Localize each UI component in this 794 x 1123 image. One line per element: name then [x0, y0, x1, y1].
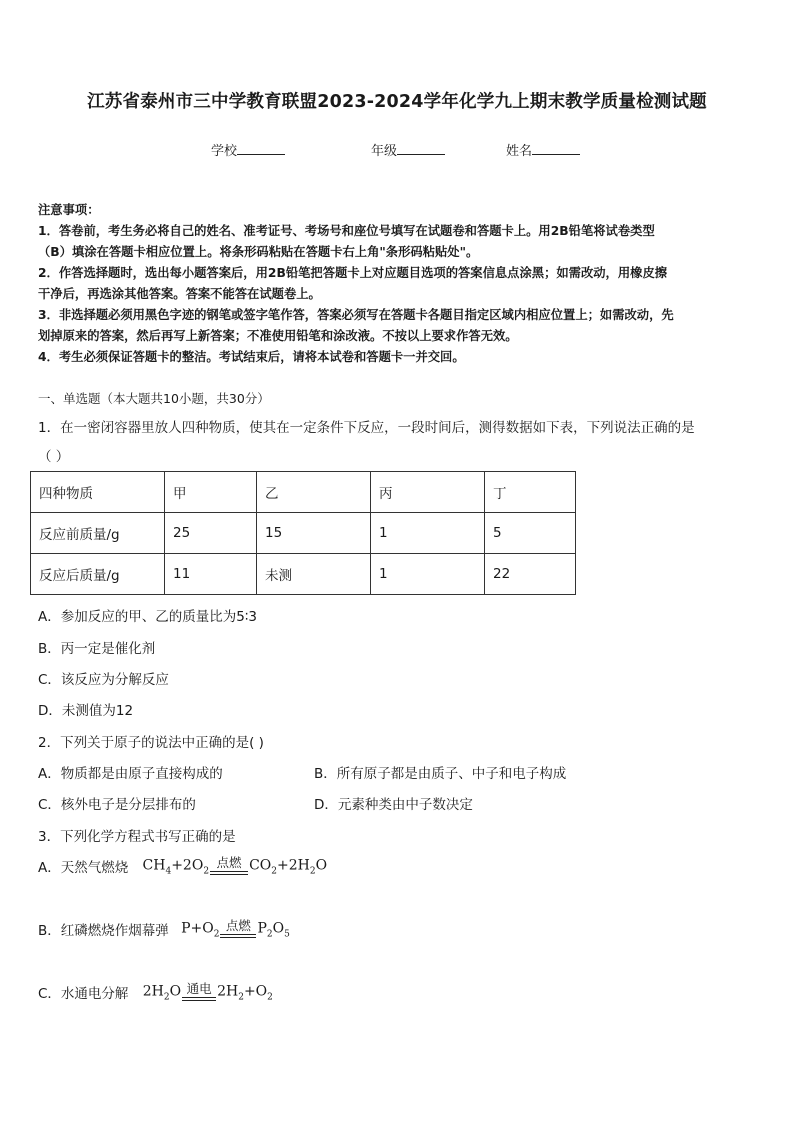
question-2-stem: 2．下列关于原子的说法中正确的是( )	[38, 735, 264, 751]
table-cell: 5	[485, 513, 576, 554]
section-heading: 一、单选题（本大题共10小题，共30分）	[38, 391, 270, 406]
condition-marker	[210, 856, 248, 875]
table-cell: 11	[165, 554, 257, 595]
equation-methane-combustion: $CH_4+2O_2$ 点燃 $CO_2+2H_2O$	[142, 855, 328, 877]
q2-option-a[interactable]: A．物质都是由原子直接构成的	[38, 766, 223, 782]
question-1-stem: 1．在一密闭容器里放人四种物质，使其在一定条件下反应，一段时间后，测得数据如下表，下列说法正确的是	[38, 420, 695, 436]
table-header-row	[31, 472, 576, 513]
condition-marker	[182, 982, 216, 1001]
name-field[interactable]	[506, 140, 580, 159]
table-cell: 未测	[257, 554, 371, 595]
double-line-icon	[182, 997, 216, 1001]
note-item: （B）填涂在答题卡相应位置上。将条形码粘贴在答题卡右上角"条形码粘贴处"。	[38, 245, 479, 259]
grade-field[interactable]	[371, 140, 445, 159]
note-item: 划掉原来的答案，然后再写上新答案；不准使用铅笔和涂改液。不按以上要求作答无效。	[38, 329, 518, 343]
note-item: 2．作答选择题时，选出每小题答案后，用2B铅笔把答题卡上对应题目选项的答案信息点涂黑；如需改动，用橡皮擦	[38, 266, 668, 280]
note-item: 1．答卷前，考生务必将自己的姓名、准考证号、考场号和座位号填写在试题卷和答题卡上。用2B铅笔将试卷类型	[38, 224, 655, 238]
table-header-cell: 乙	[257, 472, 371, 513]
equation-water-electrolysis: $2H_2O$ 通电 $2H_2+O_2$	[142, 981, 273, 1003]
q3-option-c-label: C．水通电分解	[38, 986, 129, 1003]
table-cell: 1	[371, 554, 485, 595]
school-field[interactable]	[211, 140, 285, 159]
double-line-icon	[210, 871, 248, 875]
q3-option-b-label: B．红磷燃烧作烟幕弹	[38, 923, 169, 940]
q1-option-b[interactable]: B．丙一定是催化剂	[38, 641, 156, 657]
name-blank[interactable]	[532, 142, 580, 155]
school-label: 学校	[211, 144, 238, 159]
condition-label: 点燃	[225, 918, 251, 933]
table-header-cell: 丁	[485, 472, 576, 513]
table-header-cell: 甲	[165, 472, 257, 513]
q1-option-d[interactable]: D．未测值为12	[38, 703, 134, 719]
q3-option-a-label: A．天然气燃烧	[38, 860, 129, 877]
q3-option-c[interactable]	[38, 982, 273, 1002]
q1-option-c[interactable]: C．该反应为分解反应	[38, 672, 169, 688]
q2-option-c[interactable]: C．核外电子是分层排布的	[38, 797, 196, 813]
table-cell: 25	[165, 513, 257, 554]
grade-blank[interactable]	[397, 142, 445, 155]
question-3-stem: 3．下列化学方程式书写正确的是	[38, 829, 236, 845]
condition-marker	[220, 919, 256, 938]
q3-option-a[interactable]	[38, 856, 327, 876]
question-1-paren: （ ）	[38, 449, 70, 465]
exam-title: 江苏省泰州市三中学教育联盟2023-2024学年化学九上期末教学质量检测试题	[87, 92, 707, 112]
data-table	[30, 471, 576, 595]
name-label: 姓名	[506, 144, 533, 159]
table-header-cell: 四种物质	[31, 472, 165, 513]
note-item: 4．考生必须保证答题卡的整洁。考试结束后，请将本试卷和答题卡一并交回。	[38, 350, 465, 364]
table-row	[31, 554, 576, 595]
q2-option-b[interactable]: B．所有原子都是由质子、中子和电子构成	[314, 766, 567, 782]
note-item: 干净后，再选涂其他答案。答案不能答在试题卷上。	[38, 287, 321, 301]
table-cell: 反应后质量/g	[31, 554, 165, 595]
q3-option-b[interactable]	[38, 919, 290, 939]
table-cell: 22	[485, 554, 576, 595]
school-blank[interactable]	[237, 142, 285, 155]
equation-phosphorus-combustion: $P+O_2$ 点燃 $P_2O_5$	[181, 918, 290, 940]
grade-label: 年级	[371, 144, 398, 159]
double-line-icon	[220, 934, 256, 938]
notes-section	[38, 200, 760, 368]
table-cell: 1	[371, 513, 485, 554]
q2-option-d[interactable]: D．元素种类由中子数决定	[314, 797, 473, 813]
table-cell: 反应前质量/g	[31, 513, 165, 554]
table-row	[31, 513, 576, 554]
q1-option-a[interactable]: A．参加反应的甲、乙的质量比为5∶3	[38, 609, 257, 625]
table-header-cell: 丙	[371, 472, 485, 513]
condition-label: 通电	[186, 981, 212, 996]
table-cell: 15	[257, 513, 371, 554]
note-item: 3．非选择题必须用黑色字迹的钢笔或签字笔作答，答案必须写在答题卡各题目指定区域内相应位置上；如需改动，先	[38, 308, 674, 322]
condition-label: 点燃	[216, 855, 242, 870]
notes-heading: 注意事项：	[38, 203, 100, 217]
